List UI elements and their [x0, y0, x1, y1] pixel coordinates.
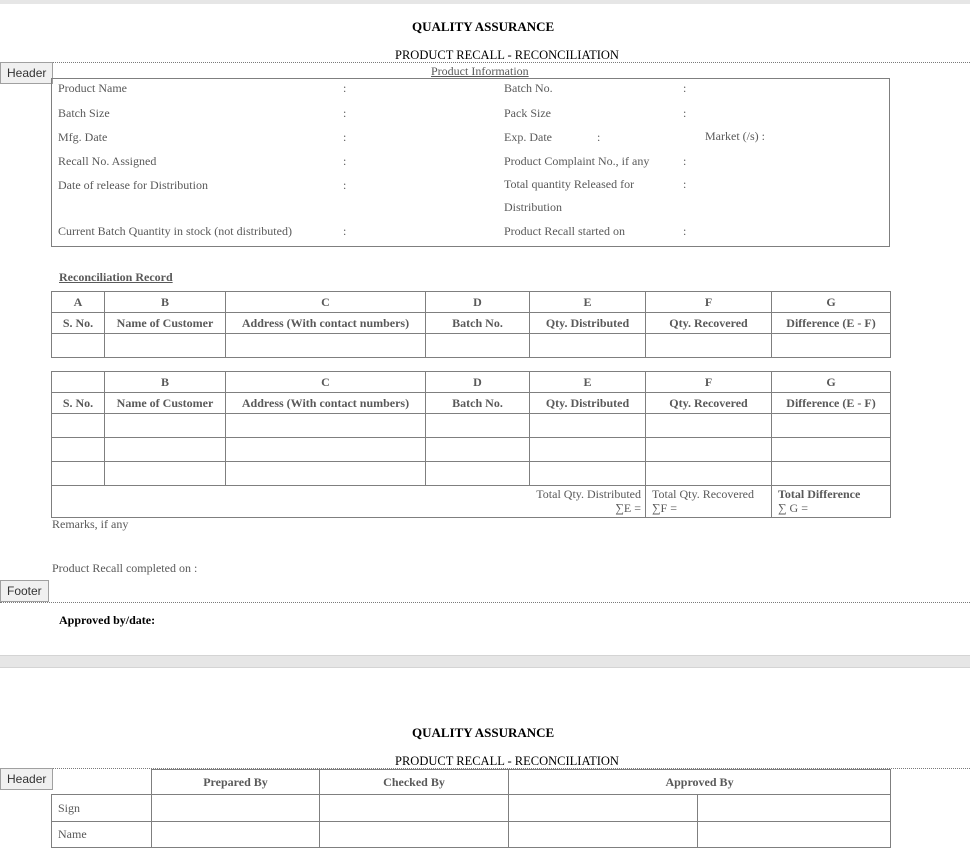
table-cell[interactable]: [646, 414, 772, 438]
col-header-difference: Difference (E - F): [772, 313, 891, 334]
col-header-customer: Name of Customer: [105, 393, 226, 414]
col-letter-f: F: [646, 292, 772, 313]
page-separator: [0, 655, 970, 668]
product-info-heading: Product Information: [431, 64, 529, 78]
distribution-label: Distribution: [504, 200, 563, 214]
total-recovered-label: Total Qty. Recovered: [652, 487, 755, 501]
footer-boundary-line: [0, 602, 970, 603]
table-cell[interactable]: [646, 334, 772, 358]
total-distributed-label: Total Qty. Distributed: [536, 487, 641, 501]
current-stock-label: Current Batch Quantity in stock (not distributed): [58, 224, 292, 238]
page-title: QUALITY ASSURANCE: [412, 19, 555, 34]
colon: :: [683, 81, 687, 95]
col-letter-empty: [52, 372, 105, 393]
col-header-address: Address (With contact numbers): [226, 313, 426, 334]
complaint-no-label: Product Complaint No., if any: [504, 154, 650, 168]
table-cell[interactable]: [426, 334, 530, 358]
col-header-difference: Difference (E - F): [772, 393, 891, 414]
table-cell[interactable]: [509, 822, 698, 848]
col-letter-c: C: [226, 292, 426, 313]
colon: :: [343, 130, 347, 144]
col-letter-g: G: [772, 292, 891, 313]
sign-row: [52, 795, 891, 822]
table-cell[interactable]: [226, 462, 426, 486]
col-header-customer: Name of Customer: [105, 313, 226, 334]
table-cell[interactable]: [152, 822, 320, 848]
totals-row: [52, 486, 891, 518]
column-letter-row: [52, 372, 891, 393]
col-letter-e: E: [530, 372, 646, 393]
mfg-date-label: Mfg. Date: [58, 130, 108, 144]
table-cell[interactable]: [52, 462, 105, 486]
pack-size-label: Pack Size: [504, 106, 551, 120]
header-boundary-line: [0, 62, 970, 63]
table-cell[interactable]: [772, 438, 891, 462]
table-cell[interactable]: [698, 795, 891, 822]
table-row: [52, 462, 891, 486]
total-difference-cell: [772, 486, 891, 518]
table-cell[interactable]: [320, 822, 509, 848]
recall-completed-label: Product Recall completed on :: [52, 561, 198, 575]
approved-by-header: Approved By: [509, 770, 891, 795]
name-row: [52, 822, 891, 848]
col-header-sno: S. No.: [52, 393, 105, 414]
remarks-label: Remarks, if any: [52, 517, 129, 531]
table-cell[interactable]: [426, 414, 530, 438]
colon: :: [343, 178, 347, 192]
exp-date-label: Exp. Date: [504, 130, 552, 144]
table-cell[interactable]: [52, 334, 105, 358]
total-difference-formula: ∑ G =: [778, 501, 808, 515]
colon: :: [343, 154, 347, 168]
table-cell[interactable]: [646, 438, 772, 462]
page-subtitle: PRODUCT RECALL - RECONCILIATION: [395, 754, 619, 768]
table-cell[interactable]: [530, 334, 646, 358]
colon: :: [343, 224, 347, 238]
col-letter-f: F: [646, 372, 772, 393]
col-letter-e: E: [530, 292, 646, 313]
name-label: Name: [52, 822, 152, 848]
batch-no-label: Batch No.: [504, 81, 553, 95]
approved-by-label: Approved by/date:: [59, 613, 156, 627]
col-header-sno: S. No.: [52, 313, 105, 334]
checked-by-header: Checked By: [320, 770, 509, 795]
table-cell[interactable]: [698, 822, 891, 848]
table-cell[interactable]: [52, 414, 105, 438]
sign-label: Sign: [52, 795, 152, 822]
column-header-row: [52, 313, 891, 334]
table-cell[interactable]: [320, 795, 509, 822]
table-cell[interactable]: [226, 414, 426, 438]
table-cell[interactable]: [226, 334, 426, 358]
table-cell[interactable]: [105, 334, 226, 358]
col-header-address: Address (With contact numbers): [226, 393, 426, 414]
col-letter-d: D: [426, 292, 530, 313]
colon: :: [343, 81, 347, 95]
colon: :: [683, 106, 687, 120]
col-header-distributed: Qty. Distributed: [530, 393, 646, 414]
colon: :: [597, 130, 601, 144]
colon: :: [683, 177, 687, 191]
signature-header-row: [52, 770, 891, 795]
colon: :: [683, 154, 687, 168]
total-distributed-cell: [52, 486, 646, 518]
market-label: Market (/s) :: [705, 129, 765, 143]
table-cell[interactable]: [52, 438, 105, 462]
col-letter-d: D: [426, 372, 530, 393]
table-cell[interactable]: [530, 414, 646, 438]
col-header-batch: Batch No.: [426, 313, 530, 334]
empty-corner-cell: [52, 770, 152, 795]
column-header-row: [52, 393, 891, 414]
column-letter-row: [52, 292, 891, 313]
table-cell[interactable]: [105, 438, 226, 462]
table-row: [52, 414, 891, 438]
reconciliation-heading: Reconciliation Record: [59, 270, 173, 284]
signature-table: [51, 769, 891, 848]
col-letter-b: B: [105, 372, 226, 393]
colon: :: [343, 106, 347, 120]
col-letter-a: A: [52, 292, 105, 313]
table-cell[interactable]: [426, 438, 530, 462]
table-cell[interactable]: [772, 414, 891, 438]
table-cell[interactable]: [226, 438, 426, 462]
total-released-label: Total quantity Released for: [504, 177, 635, 191]
table-row: [52, 438, 891, 462]
col-letter-b: B: [105, 292, 226, 313]
total-recovered-formula: ∑F =: [652, 501, 677, 515]
product-name-label: Product Name: [58, 81, 127, 95]
table-row: [52, 334, 891, 358]
prepared-by-header: Prepared By: [152, 770, 320, 795]
col-header-distributed: Qty. Distributed: [530, 313, 646, 334]
table-cell[interactable]: [646, 462, 772, 486]
col-letter-g: G: [772, 372, 891, 393]
recall-started-label: Product Recall started on: [504, 224, 625, 238]
page-title: QUALITY ASSURANCE: [412, 725, 555, 740]
release-date-label: Date of release for Distribution: [58, 178, 208, 192]
page-subtitle: PRODUCT RECALL - RECONCILIATION: [395, 48, 619, 62]
batch-size-label: Batch Size: [58, 106, 110, 120]
table-cell[interactable]: [530, 438, 646, 462]
table-cell[interactable]: [530, 462, 646, 486]
table-cell[interactable]: [105, 414, 226, 438]
total-difference-label: Total Difference: [778, 487, 861, 501]
reconciliation-table-1: [51, 291, 891, 358]
col-header-recovered: Qty. Recovered: [646, 313, 772, 334]
col-letter-c: C: [226, 372, 426, 393]
page-top-edge: [0, 0, 970, 4]
table-cell[interactable]: [426, 462, 530, 486]
col-header-batch: Batch No.: [426, 393, 530, 414]
table-cell[interactable]: [772, 462, 891, 486]
footer-tag[interactable]: Footer: [0, 580, 49, 602]
table-cell[interactable]: [772, 334, 891, 358]
total-distributed-formula: ∑E =: [615, 501, 641, 515]
reconciliation-table-2: [51, 371, 891, 518]
table-cell[interactable]: [105, 462, 226, 486]
header-tag[interactable]: Header: [0, 768, 53, 790]
colon: :: [683, 224, 687, 238]
table-cell[interactable]: [509, 795, 698, 822]
total-recovered-cell: [646, 486, 772, 518]
product-info-box: [51, 78, 890, 247]
col-header-recovered: Qty. Recovered: [646, 393, 772, 414]
table-cell[interactable]: [152, 795, 320, 822]
header-tag[interactable]: Header: [0, 62, 53, 84]
recall-no-label: Recall No. Assigned: [58, 154, 157, 168]
